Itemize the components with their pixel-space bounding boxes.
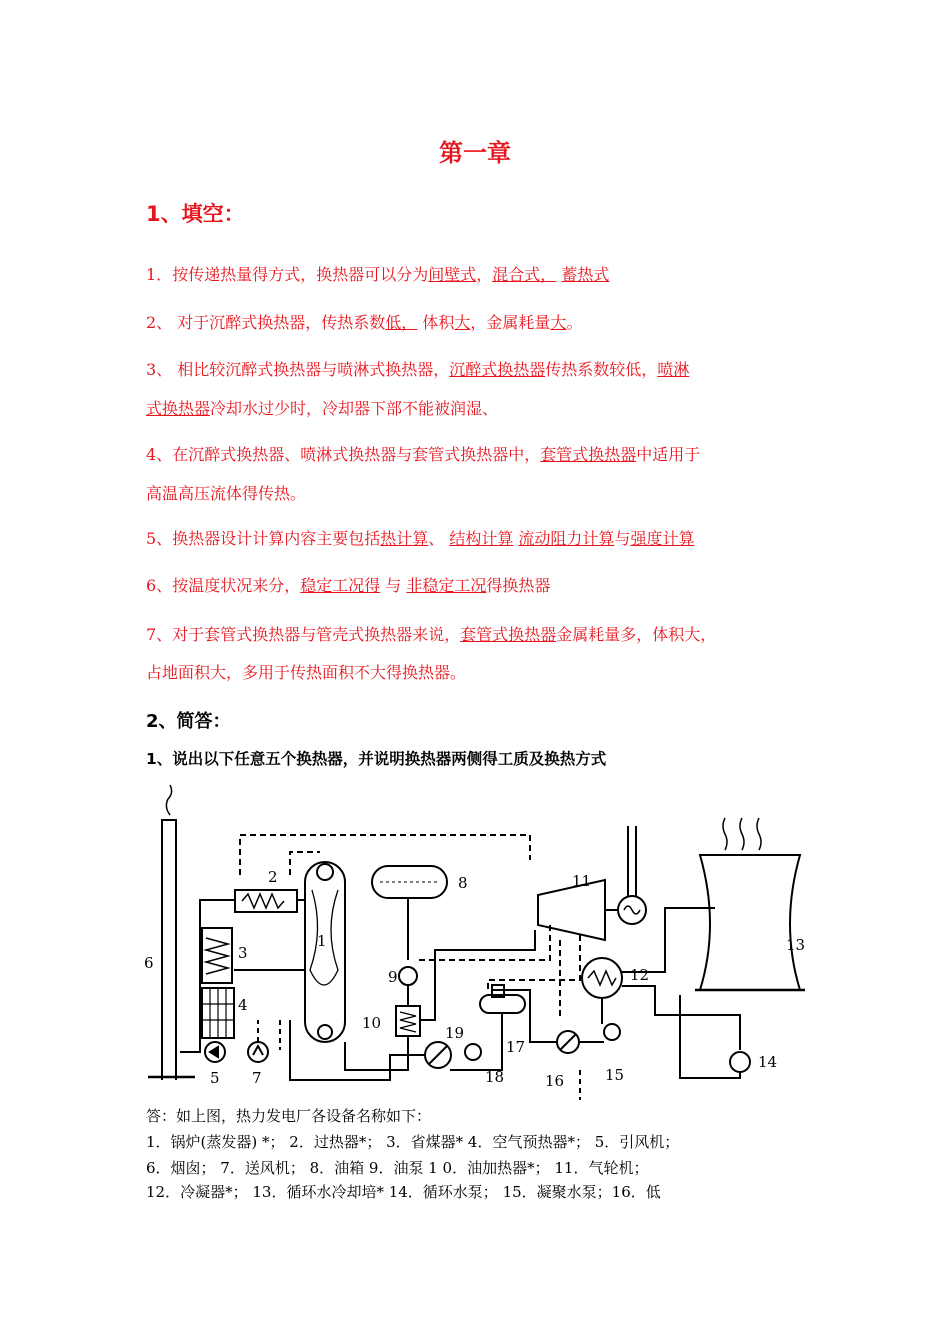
item-text: 相比较沉醉式换热器与喷淋式换热器，: [172, 360, 450, 379]
diagram-label: 15: [605, 1066, 625, 1084]
diagram-label: 18: [485, 1068, 505, 1086]
answer-blank: 间壁式: [428, 265, 477, 284]
condensate-pump: [604, 1024, 620, 1040]
item-text: 在沉醉式换热器、喷淋式换热器与套管式换热器中，: [172, 445, 541, 464]
section-heading-short-answer: 2、简答：: [146, 711, 231, 732]
item-text: 传热系数较低，: [545, 360, 658, 379]
diagram-label: 8: [458, 874, 468, 892]
fill-item-6: [146, 574, 550, 598]
cooling-tower: [700, 855, 800, 990]
answer-blank: 沉醉式换热器: [449, 360, 546, 379]
diagram-label: 16: [545, 1072, 565, 1090]
item-text: 金属耗量多，体积大，: [556, 625, 717, 644]
diagram-label: 6: [144, 954, 154, 972]
answer-blank: 热计算: [380, 529, 429, 548]
answer-blank: 套管式换热器: [460, 625, 557, 644]
answer-blank: 稳定工况得: [300, 576, 381, 595]
answer-line-4: 12．冷凝器*； 13．循环水冷却培* 14．循环水泵； 15．凝聚水泵；16．低: [146, 1183, 661, 1201]
item-text: 高温高压流体得传热。: [146, 484, 307, 503]
diagram-label: 11: [572, 872, 592, 890]
fill-item-4-line-1: [146, 443, 700, 467]
diagram-label: 17: [506, 1038, 526, 1056]
diagram-label: 4: [238, 996, 248, 1014]
item-text: ，: [476, 265, 493, 284]
item-text: ，金属耗量: [470, 313, 551, 332]
item-number: 5、: [146, 529, 173, 548]
item-text: 体积: [417, 313, 455, 332]
item-text: 冷却水过少时，冷却器下部不能被润湿、: [210, 399, 499, 418]
item-text: 、: [428, 529, 450, 548]
item-text: 对于套管式换热器与管壳式换热器来说，: [172, 625, 461, 644]
answer-blank: 结构计算: [449, 529, 514, 548]
fill-item-4-line-2: [146, 482, 306, 506]
item-text: 换热器设计计算内容主要包括: [172, 529, 381, 548]
answer-blank: 强度计算: [630, 529, 695, 548]
fill-item-3-line-2: [146, 397, 498, 421]
power-plant-diagram: [140, 780, 820, 1110]
answer-blank: 套管式换热器: [540, 445, 637, 464]
circulating-pump: [730, 1052, 750, 1072]
item-text: 占地面积大，多用于传热面积不大得换热器。: [146, 663, 467, 682]
oil-heater: [396, 1006, 420, 1036]
item-text: 按温度状况来分，: [172, 576, 301, 595]
item-text: 对于沉醉式换热器，传热系数: [172, 313, 386, 332]
answer-blank: 低，: [385, 313, 418, 332]
diagram-label: 10: [362, 1014, 382, 1032]
fill-item-7-line-1: [146, 623, 716, 647]
diagram-label: 19: [445, 1024, 465, 1042]
item-text: 得换热器: [486, 576, 551, 595]
diagram-label: 3: [238, 944, 248, 962]
diagram-label: 2: [268, 868, 278, 886]
diagram-label: 13: [786, 936, 806, 954]
smoke-line: [166, 785, 171, 815]
section-heading-fill-in: 1、填空：: [146, 202, 245, 226]
diagram-label: 7: [252, 1069, 262, 1087]
answer-blank: 大: [454, 313, 471, 332]
fill-item-3-line-1: [146, 358, 689, 382]
fill-item-5: [146, 527, 694, 551]
item-text: 中适用于: [636, 445, 701, 464]
answer-blank: 蓄热式: [561, 265, 610, 284]
boiler: [305, 862, 345, 1042]
diagram-label: 9: [388, 968, 398, 986]
diagram-label: 5: [210, 1069, 220, 1087]
answer-blank: 非稳定工况: [406, 576, 487, 595]
answer-blank: 喷淋: [657, 360, 690, 379]
fill-item-7-line-2: [146, 661, 466, 685]
answer-blank: 式换热器: [146, 399, 211, 418]
answer-line-3: 6．烟囱； 7．送风机； 8．油箱 9．油泵 1 0．油加热器*； 11．气轮机；: [146, 1159, 649, 1177]
item-number: 1．: [146, 265, 173, 284]
item-text: 按传递热量得方式，换热器可以分为: [172, 265, 429, 284]
feed-pump: [465, 1044, 481, 1060]
fill-item-1: [146, 263, 609, 287]
answer-blank: 流动阻力计算: [518, 529, 615, 548]
item-number: 2、: [146, 313, 173, 332]
diagram-label: 14: [758, 1053, 778, 1071]
item-number: 7、: [146, 625, 173, 644]
item-text: 与: [380, 576, 407, 595]
chimney-shape: [162, 820, 176, 1080]
item-number: 3、: [146, 360, 173, 379]
diagram-label: 12: [630, 966, 650, 984]
item-text: 与: [614, 529, 631, 548]
item-number: 6、: [146, 576, 173, 595]
answer-line-1: 答：如上图，热力发电厂各设备名称如下：: [146, 1107, 432, 1125]
item-text: 。: [566, 313, 583, 332]
fill-item-2: [146, 311, 582, 335]
answer-blank: 混合式，: [492, 265, 557, 284]
answer-blank: 大: [550, 313, 567, 332]
diagram-label: 1: [317, 932, 327, 950]
oil-pump: [399, 967, 417, 985]
answer-line-2: 1．锅炉(蒸发器) *； 2．过热器*； 3．省煤器* 4．空气预热器*； 5．引风机；: [146, 1133, 680, 1151]
question-1: 1、说出以下任意五个换热器，并说明换热器两侧得工质及换热方式: [146, 750, 607, 768]
item-number: 4、: [146, 445, 173, 464]
chapter-title: 第一章: [439, 139, 511, 167]
